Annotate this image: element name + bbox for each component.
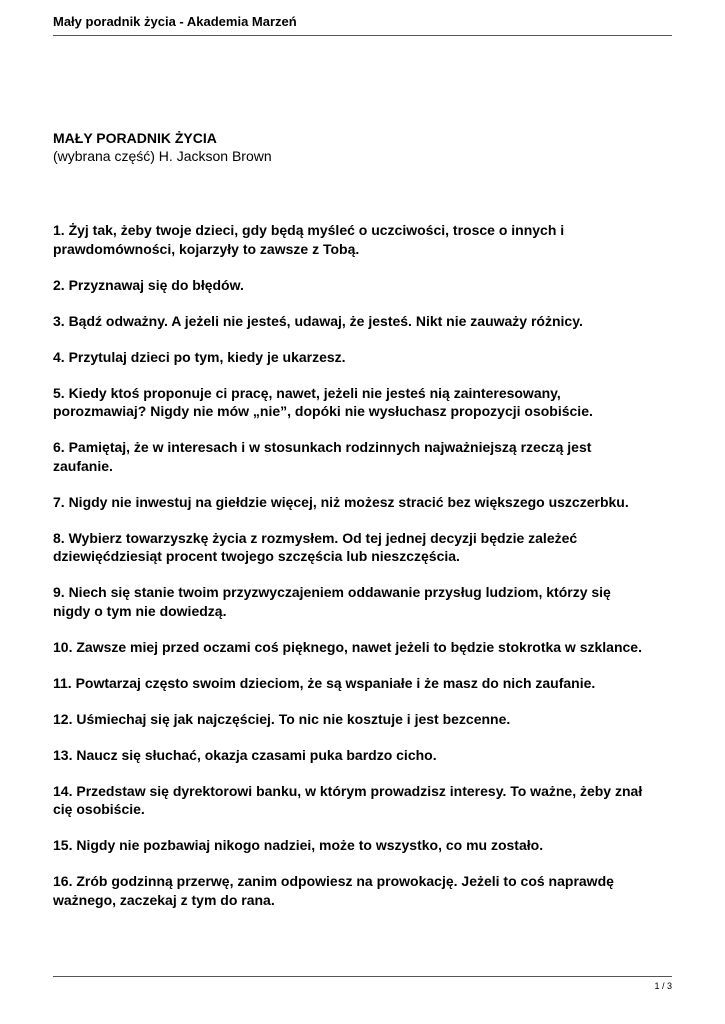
document-title: MAŁY PORADNIK ŻYCIA	[53, 130, 217, 146]
advice-item	[53, 836, 675, 855]
advice-item-line: cię osobiście.	[53, 801, 145, 817]
advice-item	[53, 493, 675, 512]
advice-item-line: 11. Powtarzaj często swoim dzieciom, że są wspaniałe i że masz do nich zaufanie.	[53, 674, 596, 691]
header-title: Mały poradnik życia - Akademia Marzeń	[53, 14, 297, 29]
advice-item-line: 7. Nigdy nie inwestuj na giełdzie więcej, niż możesz stracić bez większego uszczerbku.	[53, 493, 629, 510]
document-subtitle: (wybrana część) H. Jackson Brown	[53, 148, 272, 164]
advice-item	[53, 276, 675, 295]
advice-item	[53, 438, 675, 475]
advice-item-line: dziewięćdziesiąt procent twojego szczęścia lub nieszczęścia.	[53, 548, 460, 564]
advice-item	[53, 782, 675, 819]
advice-item-line: porozmawiaj? Nigdy nie mów „nie”, dopóki nie wysłuchasz propozycji osobiście.	[53, 403, 593, 419]
advice-item	[53, 529, 675, 566]
advice-item-line: ważnego, zaczekaj z tym do rana.	[53, 891, 275, 908]
advice-item	[53, 583, 675, 620]
advice-item	[53, 384, 675, 421]
advice-item	[53, 710, 675, 729]
advice-item-line: nigdy o tym nie dowiedzą.	[53, 602, 227, 619]
advice-item	[53, 348, 675, 367]
advice-list	[53, 221, 675, 927]
advice-item-line: 3. Bądź odważny. A jeżeli nie jesteś, udawaj, że jesteś. Nikt nie zauważy różnicy.	[53, 312, 583, 329]
page-footer	[53, 976, 672, 991]
advice-item-line: 9. Niech się stanie twoim przyzwyczajeniem oddawanie przysług ludziom, którzy się	[53, 584, 611, 600]
advice-item	[53, 872, 675, 909]
advice-item-line: 10. Zawsze miej przed oczami coś pięknego, nawet jeżeli to będzie stokrotka w szklance.	[53, 638, 642, 655]
advice-item	[53, 638, 675, 657]
advice-item-line: 4. Przytulaj dzieci po tym, kiedy je ukarzesz.	[53, 348, 346, 365]
advice-item-line: 2. Przyznawaj się do błędów.	[53, 276, 244, 293]
advice-item-line: prawdomówności, kojarzyły to zawsze z Tobą.	[53, 240, 360, 257]
page-header	[53, 14, 672, 36]
advice-item-line: 15. Nigdy nie pozbawiaj nikogo nadziei, może to wszystko, co mu zostało.	[53, 837, 544, 853]
advice-item-line: 14. Przedstaw się dyrektorowi banku, w którym prowadzisz interesy. To ważne, żeby znał	[53, 782, 643, 799]
advice-item	[53, 746, 675, 765]
advice-item-line: 12. Uśmiechaj się jak najczęściej. To nic nie kosztuje i jest bezcenne.	[53, 710, 511, 727]
advice-item-line: zaufanie.	[53, 457, 113, 474]
advice-item-line: 6. Pamiętaj, że w interesach i w stosunkach rodzinnych najważniejszą rzeczą jest	[53, 439, 592, 455]
page-number: 1 / 3	[654, 981, 672, 991]
advice-item	[53, 312, 675, 331]
advice-item-line: 5. Kiedy ktoś proponuje ci pracę, nawet, jeżeli nie jesteś nią zainteresowany,	[53, 384, 561, 401]
advice-item-line: 16. Zrób godzinną przerwę, zanim odpowiesz na prowokację. Jeżeli to coś naprawdę	[53, 873, 614, 889]
document-heading	[53, 129, 673, 165]
advice-item-line: 13. Naucz się słuchać, okazja czasami puka bardzo cicho.	[53, 746, 437, 763]
advice-item-line: 1. Żyj tak, żeby twoje dzieci, gdy będą myśleć o uczciwości, trosce o innych i	[53, 222, 565, 238]
advice-item	[53, 221, 675, 258]
advice-item-line: 8. Wybierz towarzyszkę życia z rozmysłem. Od tej jednej decyzji będzie zależeć	[53, 529, 578, 546]
advice-item	[53, 674, 675, 693]
